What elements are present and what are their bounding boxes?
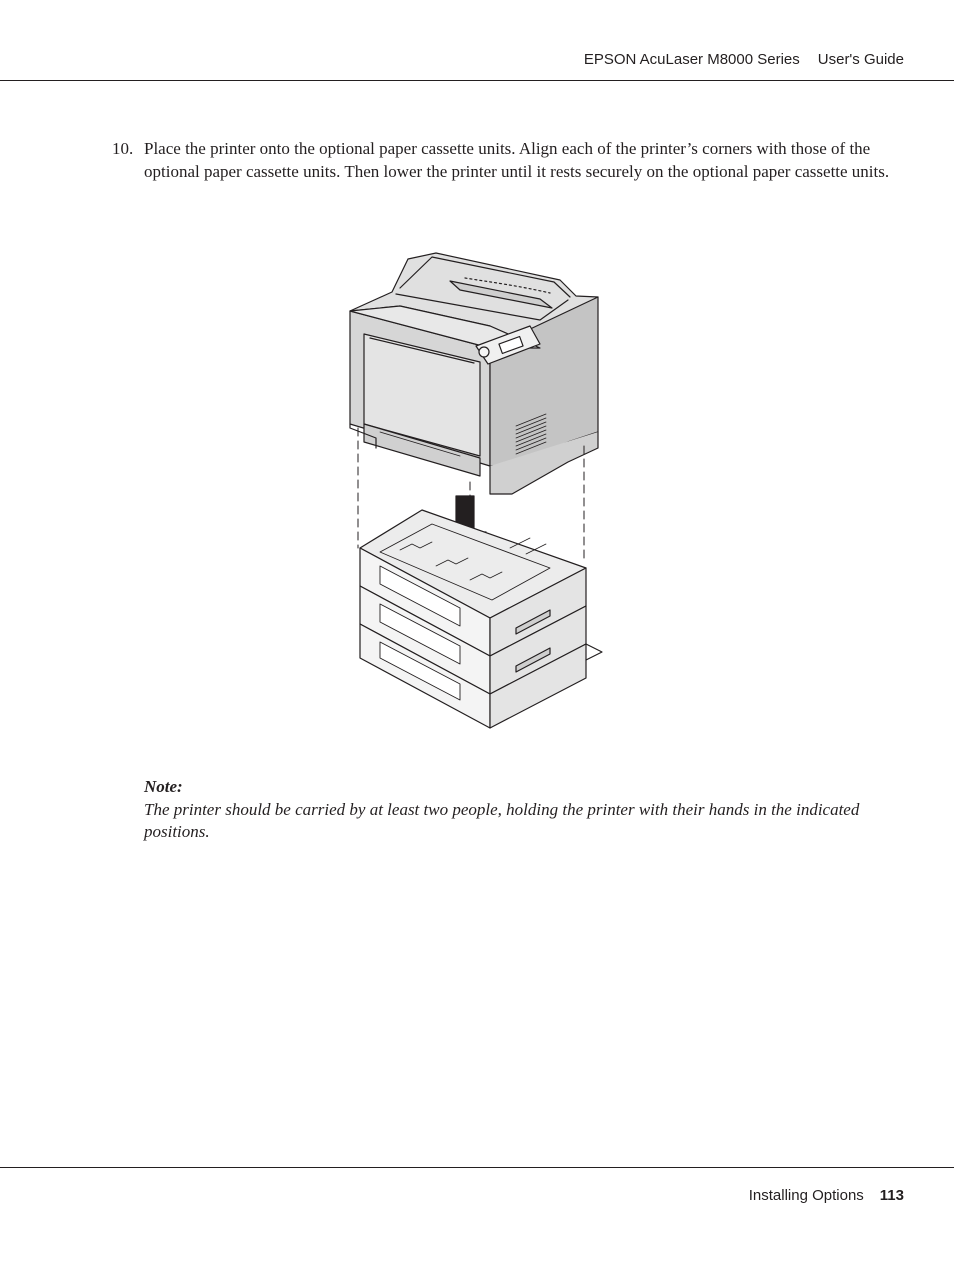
- step-number: 10.: [112, 139, 134, 158]
- note-title: Note:: [144, 777, 183, 796]
- printer-onto-cassette-figure: [340, 248, 604, 737]
- footer-rule: [0, 1167, 954, 1168]
- note-body: The printer should be carried by at least two people, holding the printer with their hands in the indicated positions.: [144, 799, 860, 841]
- step-text: Place the printer onto the optional paper cassette units. Align each of the printer’s corners with those of the optional paper cassette units. Then lower the printer until it rests securely on the optional paper cassette units.: [144, 139, 890, 181]
- header-rule: [0, 80, 954, 81]
- page-header: [584, 51, 904, 68]
- printer-illustration-icon: [340, 248, 604, 732]
- header-guide-name: User's Guide: [817, 51, 904, 68]
- step-instruction: [112, 138, 892, 183]
- page-number: 113: [879, 1187, 904, 1204]
- footer-section-name: Installing Options: [748, 1187, 864, 1204]
- note-block: [144, 776, 894, 844]
- page-footer: [749, 1187, 904, 1204]
- header-product-name: EPSON AcuLaser M8000 Series: [583, 51, 800, 68]
